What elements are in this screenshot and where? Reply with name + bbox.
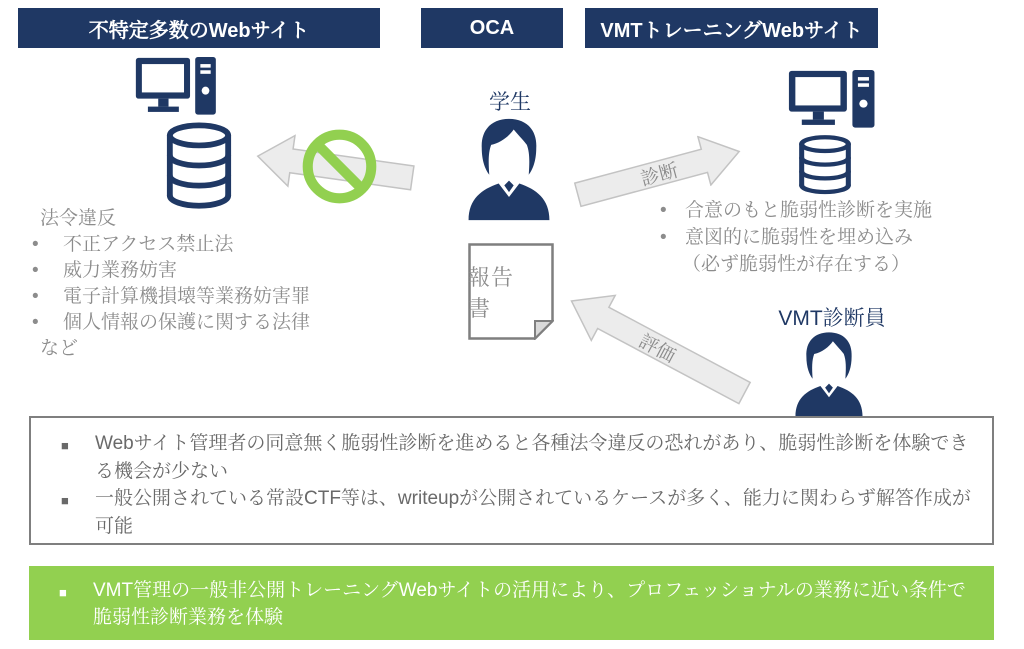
bullet-square: ■ <box>59 585 67 600</box>
legal-list-suffix: など <box>40 338 79 359</box>
examiner-avatar-icon <box>790 330 868 418</box>
legal-list-title: 法令違反 <box>40 208 117 229</box>
bullet-square: ■ <box>61 493 69 508</box>
list-item <box>28 258 338 284</box>
issue-item <box>57 430 974 485</box>
database-icon <box>797 135 853 195</box>
list-item <box>28 310 338 336</box>
solution-item <box>55 577 976 631</box>
issue-item-label: 一般公開されている常設CTF等は、writeupが公開されているケースが多く、能力に関わらず解答作成が可能 <box>95 488 971 537</box>
computer-icon <box>135 57 221 119</box>
evaluate-arrow-label: 評価 <box>635 330 679 367</box>
list-item <box>28 232 338 258</box>
student-label: 学生 <box>489 91 531 114</box>
list-item <box>28 284 338 310</box>
prohibition-icon <box>301 128 378 205</box>
issue-note-box <box>29 416 994 545</box>
list-item <box>658 224 1008 251</box>
legal-violation-list <box>28 206 338 362</box>
bullet-dot: • <box>660 227 667 248</box>
issue-item-label: Webサイト管理者の同意無く脆弱性診断を進めると各種法令違反の恐れがあり、脆弱性診断を体験できる機会が少ない <box>95 433 969 482</box>
bullet-dot: • <box>32 312 39 333</box>
report-document <box>468 243 554 340</box>
list-item-label: 不正アクセス禁止法 <box>63 234 234 255</box>
diagnose-arrow-label: 診断 <box>638 159 681 190</box>
list-item-label: 合意のもと脆弱性診断を実施 <box>685 200 933 221</box>
solution-item-label: VMT管理の一般非公開トレーニングWebサイトの活用により、プロフェッショナルの業務に近い条件で脆弱性診断業務を体験 <box>93 580 966 628</box>
training-notes-list <box>658 197 1008 278</box>
report-label: 報告書 <box>468 264 515 321</box>
header-vmt-training-website: VMTトレーニングWebサイト <box>585 8 878 48</box>
list-item-label: 個人情報の保護に関する法律 <box>63 312 311 333</box>
list-item-label: 電子計算機損壊等業務妨害罪 <box>63 286 311 307</box>
bullet-dot: • <box>32 234 39 255</box>
solution-highlight-box <box>29 566 994 640</box>
list-item-label: 威力業務妨害 <box>63 260 178 281</box>
training-note-parenthetical: （必ず脆弱性が存在する） <box>682 254 911 275</box>
bullet-square: ■ <box>61 438 69 453</box>
list-item <box>658 197 1008 224</box>
student-avatar-icon <box>462 116 556 222</box>
list-item-label: 意図的に脆弱性を埋め込み <box>685 227 914 248</box>
computer-icon <box>788 70 880 132</box>
evaluate-arrow <box>557 276 759 418</box>
issue-item <box>57 485 974 540</box>
header-oca: OCA <box>421 8 563 48</box>
bullet-dot: • <box>32 260 39 281</box>
bullet-dot: • <box>32 286 39 307</box>
bullet-dot: • <box>660 200 667 221</box>
header-public-websites: 不特定多数のWebサイト <box>18 8 380 48</box>
examiner-label: VMT診断員 <box>778 307 886 330</box>
database-icon <box>164 122 234 210</box>
